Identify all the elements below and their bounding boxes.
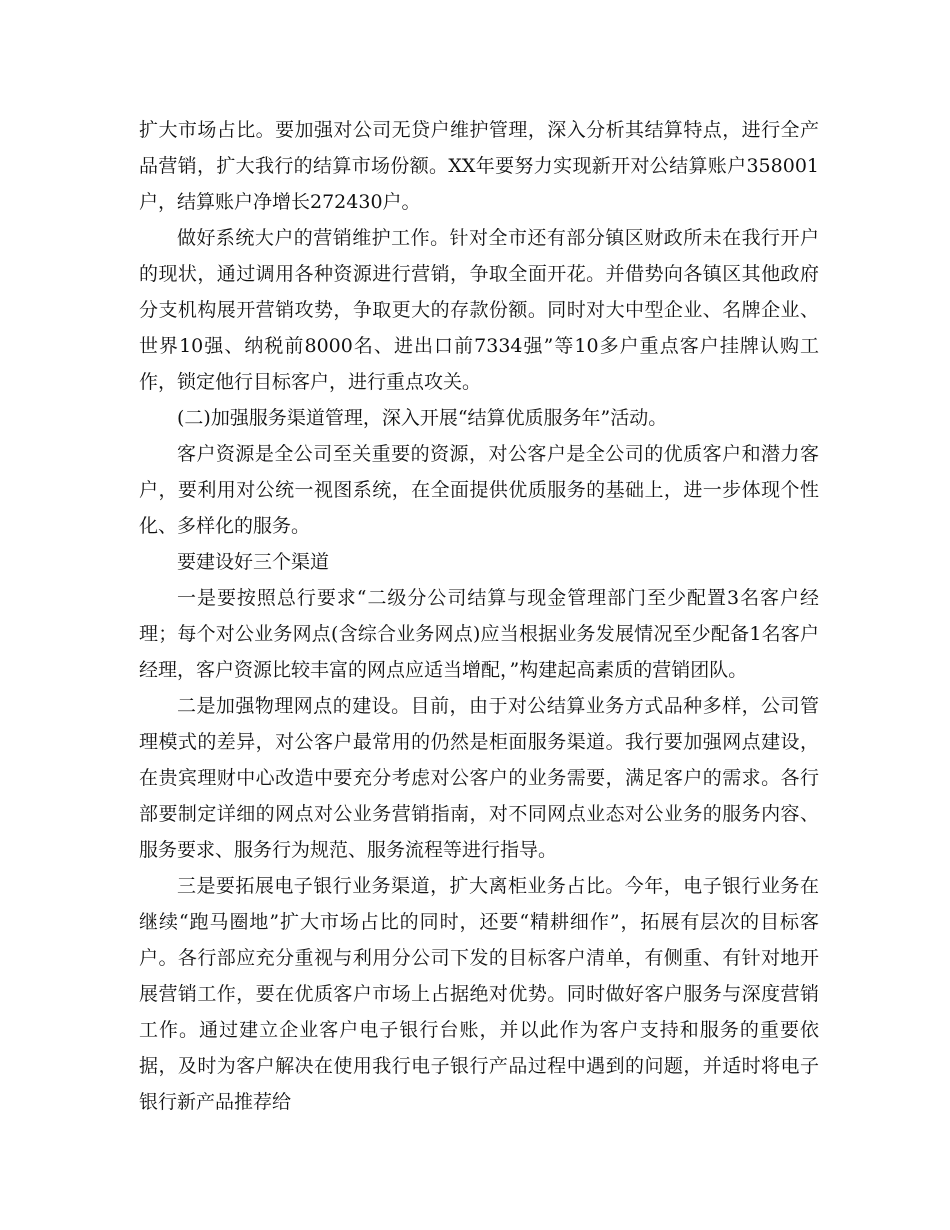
document-body bbox=[139, 112, 819, 1120]
paragraph-channel-two: 二是加强物理网点的建设。目前，由于对公结算业务方式品种多样，公司管理模式的差异，对公客户最常用的仍然是柜面服务渠道。我行要加强网点建设，在贵宾理财中心改造中要充分考虑对公客户的业务需要，满足客户的需求。各行部要制定详细的网点对公业务营销指南，对不同网点业态对公业务的服务内容、服务要求、服务行为规范、服务流程等进行指导。 bbox=[139, 695, 819, 861]
paragraph-market-share: 扩大市场占比。要加强对公司无贷户维护管理，深入分析其结算特点，进行全产品营销，扩大我行的结算市场份额。XX年要努力实现新开对公结算账户358001户，结算账户净增长272430户。 bbox=[139, 119, 819, 213]
paragraph-customer-resources: 客户资源是全公司至关重要的资源，对公客户是全公司的优质客户和潜力客户，要利用对公统一视图系统，在全面提供优质服务的基础上，进一步体现个性化、多样化的服务。 bbox=[139, 443, 819, 537]
paragraph-three-channels: 要建设好三个渠道 bbox=[177, 551, 330, 573]
paragraph-channel-three: 三是要拓展电子银行业务渠道，扩大离柜业务占比。今年，电子银行业务在继续“跑马圈地”扩大市场占比的同时，还要“精耕细作”，拓展有层次的目标客户。各行部应充分重视与利用分公司下发的目标客户清单，有侧重、有针对地开展营销工作，要在优质客户市场上占据绝对优势。同时做好客户服务与深度营销工作。通过建立企业客户电子银行台账，并以此作为客户支持和服务的重要依据，及时为客户解决在使用我行电子银行产品过程中遇到的问题，并适时将电子银行新产品推荐给 bbox=[139, 875, 819, 1113]
paragraph-channel-one: 一是要按照总行要求“二级分公司结算与现金管理部门至少配置3名客户经理；每个对公业务网点(含综合业务网点)应当根据业务发展情况至少配备1名客户经理，客户资源比较丰富的网点应适当增配，”构建起高素质的营销团队。 bbox=[139, 587, 819, 681]
paragraph-section-heading: (二)加强服务渠道管理，深入开展“结算优质服务年”活动。 bbox=[177, 407, 668, 429]
paragraph-major-accounts: 做好系统大户的营销维护工作。针对全市还有部分镇区财政所未在我行开户的现状，通过调用各种资源进行营销，争取全面开花。并借势向各镇区其他政府分支机构展开营销攻势，争取更大的存款份额。同时对大中型企业、名牌企业、世界10强、纳税前8000名、进出口前7334强”等10多户重点客户挂牌认购工作，锁定他行目标客户，进行重点攻关。 bbox=[139, 227, 819, 393]
